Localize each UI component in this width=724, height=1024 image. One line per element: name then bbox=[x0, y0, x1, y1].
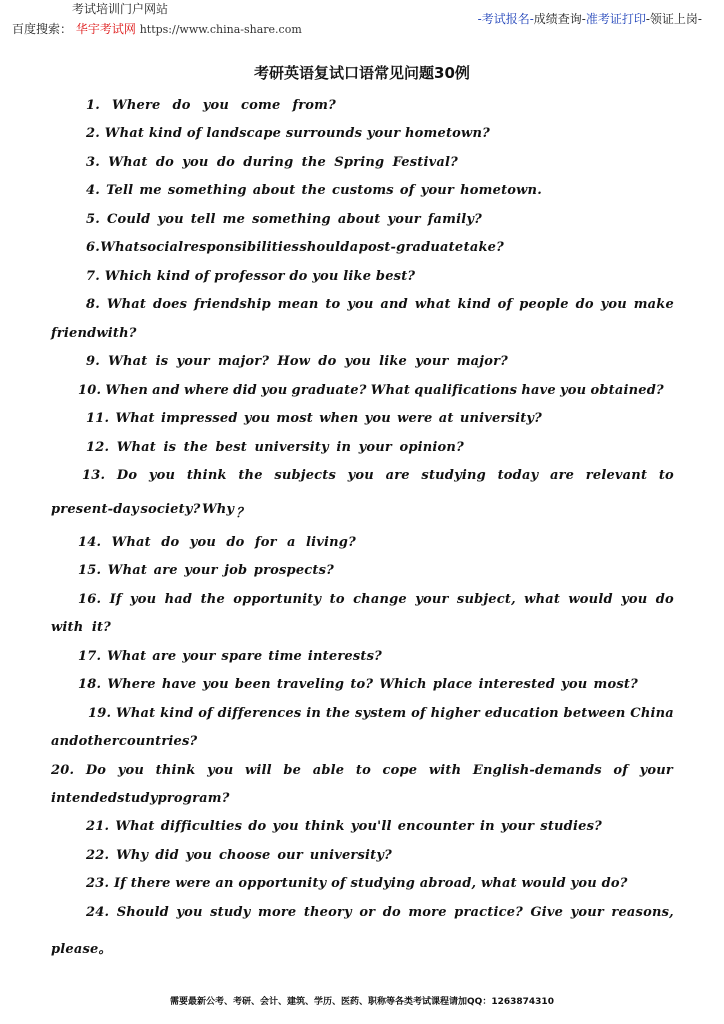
word: major? bbox=[217, 354, 270, 369]
word: If bbox=[109, 592, 122, 607]
word: more bbox=[258, 905, 297, 920]
question-16 bbox=[78, 592, 674, 607]
word: Should bbox=[116, 905, 169, 920]
word: you bbox=[117, 763, 145, 778]
question-20-cont bbox=[51, 791, 230, 806]
question-21 bbox=[86, 819, 602, 834]
word: What bbox=[100, 240, 140, 255]
word: choose bbox=[218, 848, 271, 863]
word: mean bbox=[277, 297, 319, 312]
word: 18. bbox=[78, 677, 102, 692]
question-19-cont bbox=[51, 734, 198, 749]
word: it? bbox=[91, 620, 111, 635]
word: surrounds bbox=[285, 126, 363, 141]
word: come bbox=[241, 98, 281, 113]
word: 13. bbox=[82, 468, 106, 483]
word: 24. bbox=[86, 905, 110, 920]
word: post-graduate bbox=[358, 240, 464, 255]
word: opportunity bbox=[233, 592, 322, 607]
word: change bbox=[353, 592, 407, 607]
word: are bbox=[152, 649, 177, 664]
word: to bbox=[658, 468, 674, 483]
word: think bbox=[186, 468, 227, 483]
word: be bbox=[283, 763, 302, 778]
question-3 bbox=[86, 155, 458, 170]
word: subject, bbox=[456, 592, 516, 607]
word: you'll bbox=[350, 819, 392, 834]
word: you bbox=[272, 819, 299, 834]
word: 17. bbox=[78, 649, 102, 664]
word: What bbox=[116, 706, 156, 721]
word: the bbox=[183, 440, 208, 455]
question-12 bbox=[86, 440, 464, 455]
word: in bbox=[479, 819, 495, 834]
word: Why bbox=[201, 502, 235, 517]
word: like bbox=[379, 354, 408, 369]
site-tagline: 考试培训门户网站 bbox=[72, 2, 169, 16]
word: social bbox=[139, 240, 184, 255]
question-15 bbox=[78, 563, 334, 578]
word: program? bbox=[157, 791, 230, 806]
word: of bbox=[613, 763, 629, 778]
word: you bbox=[130, 592, 157, 607]
word: 15. bbox=[78, 563, 102, 578]
word: had bbox=[164, 592, 193, 607]
word: about bbox=[252, 183, 296, 198]
word: Why bbox=[116, 848, 149, 863]
word: something bbox=[252, 212, 331, 227]
word: Festival? bbox=[392, 155, 458, 170]
word: other bbox=[78, 734, 119, 749]
word: practice? bbox=[454, 905, 523, 920]
word: countries? bbox=[118, 734, 198, 749]
word: of bbox=[399, 183, 415, 198]
word: would bbox=[568, 592, 613, 607]
word: did bbox=[155, 848, 179, 863]
word: our bbox=[277, 848, 303, 863]
word: cope bbox=[382, 763, 418, 778]
word: you bbox=[560, 383, 587, 398]
question-4 bbox=[86, 183, 542, 198]
word: 11. bbox=[86, 411, 110, 426]
word: What bbox=[104, 126, 145, 141]
question-13-cont bbox=[51, 502, 249, 521]
word: Spring bbox=[334, 155, 385, 170]
word: university bbox=[254, 440, 329, 455]
word: study bbox=[117, 791, 158, 806]
exam-registration-link[interactable]: -考试报名- bbox=[477, 12, 534, 26]
word: time bbox=[268, 649, 303, 664]
word: take? bbox=[463, 240, 504, 255]
word: best bbox=[215, 440, 247, 455]
word: studies? bbox=[540, 819, 602, 834]
word: you bbox=[185, 848, 213, 863]
word: theory bbox=[303, 905, 352, 920]
word: your bbox=[420, 183, 455, 198]
word: do bbox=[655, 592, 674, 607]
word: today bbox=[497, 468, 539, 483]
word: 12. bbox=[86, 440, 110, 455]
word: more bbox=[408, 905, 447, 920]
word: What bbox=[107, 563, 148, 578]
word: your bbox=[415, 592, 449, 607]
question-10 bbox=[78, 383, 664, 398]
word: me bbox=[139, 183, 162, 198]
word: What bbox=[370, 383, 411, 398]
word: 2. bbox=[86, 126, 100, 141]
word: subjects bbox=[274, 468, 337, 483]
word: a bbox=[349, 240, 359, 255]
word: interested bbox=[478, 677, 556, 692]
word: Where bbox=[107, 677, 156, 692]
word: do bbox=[382, 905, 401, 920]
word: you bbox=[621, 592, 648, 607]
word: do bbox=[161, 535, 180, 550]
question-2 bbox=[86, 126, 490, 141]
word: your bbox=[415, 354, 449, 369]
word: your bbox=[366, 126, 401, 141]
word: have bbox=[161, 677, 197, 692]
question-14 bbox=[78, 535, 356, 550]
word: your bbox=[182, 649, 216, 664]
search-hint bbox=[12, 20, 302, 37]
word: Could bbox=[106, 212, 151, 227]
word: impressed bbox=[160, 411, 238, 426]
admission-ticket-link[interactable]: 准考证打印 bbox=[585, 12, 646, 26]
word: living? bbox=[305, 535, 356, 550]
question-1 bbox=[86, 98, 336, 113]
word: When bbox=[105, 383, 148, 398]
word: friendship bbox=[193, 297, 271, 312]
question-8-cont bbox=[51, 326, 135, 341]
word: 6. bbox=[86, 240, 100, 255]
word: or bbox=[359, 905, 376, 920]
word: spare bbox=[221, 649, 263, 664]
word: most? bbox=[593, 677, 638, 692]
word: are bbox=[549, 468, 575, 483]
word: kind bbox=[457, 297, 491, 312]
word: ？ bbox=[235, 506, 249, 521]
word: graduate? bbox=[291, 383, 367, 398]
word: English-demands bbox=[472, 763, 602, 778]
word: do bbox=[248, 819, 267, 834]
word: make bbox=[633, 297, 674, 312]
word: you bbox=[207, 763, 234, 778]
word: customs bbox=[331, 183, 394, 198]
word: prospects? bbox=[253, 563, 334, 578]
word: what bbox=[414, 297, 451, 312]
word: Do bbox=[85, 763, 107, 778]
question-20 bbox=[51, 763, 673, 778]
question-18 bbox=[78, 677, 638, 692]
word: with bbox=[51, 620, 84, 635]
word: 9. bbox=[86, 354, 100, 369]
word: been bbox=[234, 677, 271, 692]
word: 4. bbox=[86, 183, 100, 198]
word: is bbox=[163, 440, 177, 455]
word: to bbox=[329, 592, 345, 607]
word: you bbox=[364, 411, 391, 426]
word: you bbox=[347, 468, 374, 483]
question-24-cont: please。 bbox=[51, 942, 112, 957]
word: hometown. bbox=[460, 183, 542, 198]
word: were bbox=[397, 411, 433, 426]
word: system bbox=[354, 706, 407, 721]
word: to bbox=[325, 297, 341, 312]
word: will bbox=[244, 763, 272, 778]
word: of bbox=[186, 126, 202, 141]
word: How bbox=[277, 354, 311, 369]
word: you bbox=[243, 411, 271, 426]
certificate-text: -领证上岗- bbox=[645, 12, 702, 26]
word: do bbox=[172, 98, 191, 113]
word: Tell bbox=[106, 183, 134, 198]
word: 10. bbox=[78, 383, 102, 398]
word: relevant bbox=[585, 468, 648, 483]
question-6 bbox=[86, 240, 504, 255]
word: do bbox=[318, 354, 337, 369]
word: present-day bbox=[51, 502, 139, 517]
site-url[interactable]: https://www.china-share.com bbox=[139, 23, 302, 36]
word: you bbox=[189, 535, 217, 550]
word: kind bbox=[160, 706, 194, 721]
word: responsibilities bbox=[183, 240, 300, 255]
word: What bbox=[106, 297, 147, 312]
word: able bbox=[312, 763, 345, 778]
word: you bbox=[182, 155, 209, 170]
word: education bbox=[484, 706, 559, 721]
word: of bbox=[411, 706, 426, 721]
header-links bbox=[478, 10, 702, 27]
word: encounter bbox=[397, 819, 474, 834]
word: think bbox=[155, 763, 196, 778]
word: university? bbox=[459, 411, 542, 426]
word: reasons, bbox=[611, 905, 674, 920]
word: you bbox=[157, 212, 184, 227]
word: and bbox=[51, 734, 79, 749]
word: you bbox=[344, 354, 371, 369]
brand-name: 华宇考试网 bbox=[75, 22, 136, 36]
word: you bbox=[561, 677, 588, 692]
word: university? bbox=[309, 848, 392, 863]
word: something bbox=[167, 183, 247, 198]
word: does bbox=[152, 297, 188, 312]
word: 22. bbox=[86, 848, 110, 863]
word: the bbox=[301, 155, 326, 170]
word: from? bbox=[292, 98, 336, 113]
word: 21. bbox=[86, 819, 110, 834]
word: friend bbox=[51, 326, 97, 341]
word: where bbox=[183, 383, 229, 398]
word: me bbox=[222, 212, 246, 227]
word: 8. bbox=[86, 297, 100, 312]
word: have bbox=[521, 383, 556, 398]
word: do bbox=[216, 155, 236, 170]
question-9 bbox=[86, 354, 508, 369]
word: did bbox=[233, 383, 257, 398]
word: people bbox=[519, 297, 569, 312]
word: a bbox=[287, 535, 296, 550]
word: of bbox=[198, 706, 213, 721]
word: is bbox=[155, 354, 169, 369]
word: 1. bbox=[86, 98, 100, 113]
word: when bbox=[319, 411, 359, 426]
word: study bbox=[210, 905, 251, 920]
word: for bbox=[254, 535, 277, 550]
word: Where bbox=[112, 98, 161, 113]
word: what bbox=[524, 592, 561, 607]
word: 14. bbox=[78, 535, 102, 550]
word: at bbox=[438, 411, 454, 426]
word: about bbox=[337, 212, 381, 227]
word: qualifications bbox=[414, 383, 518, 398]
word: Which bbox=[379, 677, 427, 692]
word: China bbox=[630, 706, 674, 721]
word: of bbox=[497, 297, 513, 312]
word: you bbox=[202, 98, 229, 113]
word: think bbox=[304, 819, 345, 834]
word: do bbox=[226, 535, 245, 550]
question-17 bbox=[78, 649, 382, 664]
page-title: 考研英语复试口语常见问题30例 bbox=[254, 64, 470, 82]
word: 19. bbox=[88, 706, 112, 721]
score-query-text: 成绩查询- bbox=[533, 12, 586, 26]
word: the bbox=[301, 183, 326, 198]
question-22 bbox=[86, 848, 392, 863]
word: family? bbox=[427, 212, 482, 227]
word: should bbox=[299, 240, 350, 255]
word: higher bbox=[430, 706, 480, 721]
word: What bbox=[107, 649, 147, 664]
question-19 bbox=[88, 706, 674, 721]
word: your bbox=[387, 212, 421, 227]
question-16-cont bbox=[51, 620, 111, 635]
word: you bbox=[347, 297, 374, 312]
word: 3. bbox=[86, 155, 100, 170]
word: during bbox=[243, 155, 294, 170]
word: do bbox=[155, 155, 174, 170]
word: hometown? bbox=[405, 126, 490, 141]
word: you bbox=[148, 468, 176, 483]
word: to bbox=[355, 763, 371, 778]
word: society? bbox=[140, 502, 201, 517]
word: to? bbox=[350, 677, 374, 692]
word: you bbox=[600, 297, 627, 312]
question-7: 7. Which kind of professor do you like best? bbox=[86, 269, 416, 284]
word: major? bbox=[456, 354, 508, 369]
word: with bbox=[428, 763, 462, 778]
word: What bbox=[115, 819, 155, 834]
word: and bbox=[152, 383, 180, 398]
word: studying bbox=[421, 468, 486, 483]
word: differences bbox=[217, 706, 302, 721]
word: job bbox=[224, 563, 248, 578]
word: tell bbox=[190, 212, 216, 227]
word: your bbox=[639, 763, 673, 778]
footer-note: 需要最新公考、考研、会计、建筑、学历、医药、职称等各类考试课程请加QQ：1263874310 bbox=[170, 997, 554, 1007]
word: you bbox=[261, 383, 288, 398]
word: the bbox=[200, 592, 225, 607]
word: with? bbox=[96, 326, 137, 341]
word: 16. bbox=[78, 592, 102, 607]
question-11 bbox=[86, 411, 542, 426]
word: What bbox=[108, 354, 148, 369]
question-8 bbox=[86, 297, 674, 312]
word: in bbox=[306, 706, 322, 721]
word: interests? bbox=[307, 649, 382, 664]
word: do bbox=[575, 297, 594, 312]
word: intended bbox=[51, 791, 118, 806]
word: the bbox=[238, 468, 263, 483]
word: kind bbox=[148, 126, 183, 141]
question-13 bbox=[82, 468, 674, 483]
search-label: 百度搜索： bbox=[12, 22, 73, 36]
word: the bbox=[325, 706, 351, 721]
word: Do bbox=[116, 468, 138, 483]
word: 20. bbox=[51, 763, 75, 778]
word: 5. bbox=[86, 212, 100, 227]
word: difficulties bbox=[160, 819, 243, 834]
word: your bbox=[570, 905, 604, 920]
word: place bbox=[432, 677, 473, 692]
question-5 bbox=[86, 212, 482, 227]
word: your bbox=[500, 819, 535, 834]
word: What bbox=[108, 155, 148, 170]
word: in bbox=[336, 440, 352, 455]
word: most bbox=[276, 411, 313, 426]
word: What bbox=[116, 440, 156, 455]
word: landscape bbox=[206, 126, 282, 141]
word: and bbox=[380, 297, 408, 312]
question-24 bbox=[86, 905, 674, 920]
word: Give bbox=[530, 905, 564, 920]
word: your bbox=[184, 563, 218, 578]
word: your bbox=[176, 354, 210, 369]
word: are bbox=[385, 468, 410, 483]
word: What bbox=[111, 535, 151, 550]
word: opinion? bbox=[399, 440, 464, 455]
word: your bbox=[358, 440, 392, 455]
word: are bbox=[153, 563, 178, 578]
word: obtained? bbox=[590, 383, 664, 398]
word: you bbox=[176, 905, 203, 920]
word: What bbox=[115, 411, 155, 426]
question-23: 23. If there were an opportunity of studying abroad, what would you do? bbox=[86, 876, 628, 891]
word: traveling bbox=[276, 677, 345, 692]
word: between bbox=[563, 706, 626, 721]
word: you bbox=[202, 677, 229, 692]
